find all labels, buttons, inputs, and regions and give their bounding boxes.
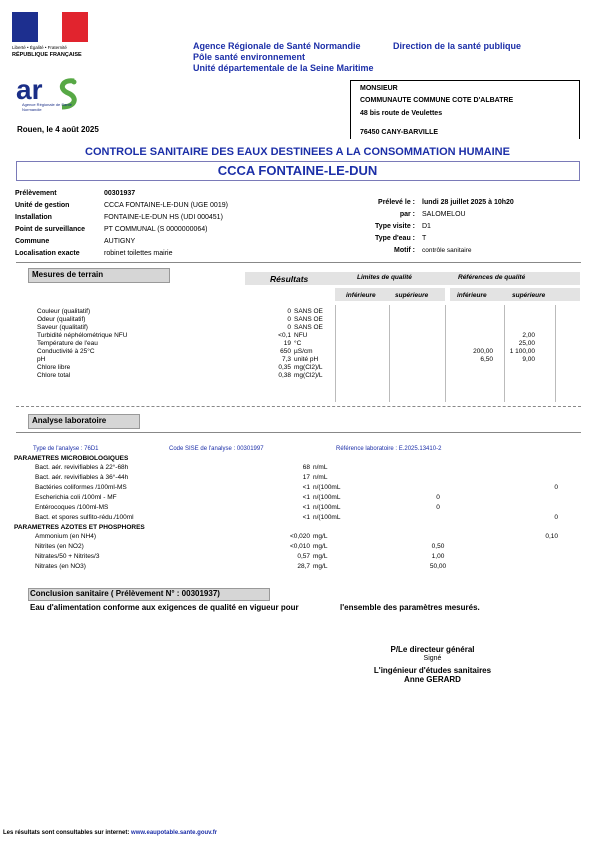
result-value: 68 — [302, 464, 310, 471]
limit-inf — [354, 483, 408, 493]
limit-sup — [389, 308, 443, 316]
labo-section-title: Analyse laboratoire — [32, 416, 107, 425]
result-value: 0 — [287, 316, 291, 323]
french-flag-logo — [12, 12, 88, 42]
result-unit: unité pH — [294, 356, 319, 363]
limit-inf — [335, 324, 389, 332]
info-label: Motif : — [394, 246, 415, 254]
parameter-name: Turbidité néphélométrique NFU — [37, 332, 128, 339]
limit-inf — [335, 308, 389, 316]
limit-sup — [389, 340, 443, 348]
terrain-section-title: Mesures de terrain — [32, 270, 104, 279]
info-label: Prélèvement — [15, 189, 57, 197]
table-row — [37, 324, 535, 332]
sup-label: supérieure — [512, 292, 546, 299]
info-label: Installation — [15, 213, 52, 221]
limit-inf — [335, 332, 389, 340]
table-row — [14, 503, 558, 513]
sup-label: supérieure — [395, 292, 429, 299]
ref-inf — [468, 542, 518, 552]
parameter-name: Bact. et spores sulfito-rédu./100ml — [35, 514, 134, 521]
result-value: <1 — [302, 484, 310, 491]
ref-inf — [468, 552, 518, 562]
limit-sup: 0 — [436, 504, 440, 511]
table-row — [14, 483, 558, 493]
limits-label: Limites de qualité — [357, 274, 412, 281]
ref-inf — [443, 364, 493, 372]
ref-inf — [468, 513, 518, 523]
inf-label: inférieure — [457, 292, 487, 299]
parameter-name: pH — [37, 356, 46, 363]
ref-sup — [493, 308, 535, 316]
parameter-name: Chlore libre — [37, 364, 71, 371]
info-left — [14, 187, 229, 259]
ref-labo: Référence laboratoire : E.2025.13410-2 — [336, 446, 442, 452]
table-row — [37, 356, 535, 364]
footer — [3, 830, 217, 836]
result-unit: n/(100mL — [313, 514, 341, 521]
table-row — [14, 552, 558, 562]
result-value: 17 — [302, 474, 310, 481]
svg-text:ar: ar — [16, 77, 43, 105]
ars-logo — [14, 77, 94, 117]
republic-motto: Liberté • Égalité • Fraternité — [12, 45, 67, 50]
header-direction: Direction de la santé publique — [393, 41, 522, 51]
ref-sup: 0 — [554, 514, 558, 521]
parameter-name: Entérocoques /100ml-MS — [35, 504, 109, 511]
limit-inf — [335, 348, 389, 356]
parameter-name: Température de l'eau — [37, 340, 98, 347]
info-right — [330, 196, 515, 256]
result-unit: mg/L — [313, 563, 328, 570]
ref-sup — [493, 324, 535, 332]
table-row — [14, 463, 558, 473]
result-value: <0,010 — [289, 543, 310, 550]
header-pole: Pôle santé environnement — [193, 52, 306, 62]
ref-sup — [518, 463, 558, 473]
signature-block — [340, 645, 525, 684]
info-label: Unité de gestion — [15, 201, 70, 209]
limit-inf — [354, 463, 408, 473]
date-place: Rouen, le 4 août 2025 — [17, 125, 99, 134]
info-value: robinet toilettes mairie — [104, 249, 173, 257]
republic-name: RÉPUBLIQUE FRANÇAISE — [12, 52, 82, 58]
limit-sup — [389, 316, 443, 324]
table-row — [14, 473, 558, 483]
result-unit: SANS OE — [294, 316, 323, 323]
ref-sup: 1 100,00 — [509, 348, 535, 355]
info-value: AUTIGNY — [104, 237, 136, 245]
recipient-line1: COMMUNAUTE COMMUNE COTE D'ALBATRE — [360, 97, 514, 104]
result-unit: n/(100mL — [313, 504, 341, 511]
parameter-name: Ammonium (en NH4) — [35, 533, 97, 540]
limit-sup — [408, 532, 468, 542]
parameter-name: Saveur (qualitatif) — [37, 324, 88, 331]
limit-inf — [354, 503, 408, 513]
result-value: 19 — [283, 340, 291, 347]
ref-sup: 25,00 — [518, 340, 535, 347]
recipient-line2: 48 bis route de Veulettes — [360, 110, 443, 117]
table-row — [14, 562, 558, 572]
info-label: Type visite : — [375, 222, 415, 230]
ref-sup — [493, 316, 535, 324]
info-value: T — [422, 234, 427, 242]
labo-table — [14, 454, 558, 572]
result-unit: n/(100mL — [313, 484, 341, 491]
ref-inf — [443, 332, 493, 340]
parameter-name: Nitrites (en NO2) — [35, 543, 84, 550]
result-value: 0,57 — [297, 553, 310, 560]
result-value: 28,7 — [297, 563, 310, 570]
limit-inf — [335, 316, 389, 324]
info-label: Point de surveillance — [15, 225, 86, 233]
result-unit: mg(Cl2)/L — [294, 364, 323, 371]
info-value: CCCA FONTAINE-LE-DUN (UGE 0019) — [104, 201, 228, 209]
ref-inf: 6,50 — [480, 356, 493, 363]
ref-inf — [468, 532, 518, 542]
table-row — [14, 532, 558, 542]
info-value: PT COMMUNAL (S 0000000064) — [104, 225, 208, 233]
ref-sup — [518, 552, 558, 562]
result-value: 7,3 — [281, 356, 291, 363]
ref-inf — [468, 463, 518, 473]
parameter-name: Couleur (qualitatif) — [37, 308, 91, 315]
ref-inf — [468, 493, 518, 503]
table-row — [37, 316, 535, 324]
info-label: Type d'eau : — [374, 234, 415, 242]
main-title: CONTROLE SANITAIRE DES EAUX DESTINEES A LA CONSOMMATION HUMAINE — [85, 146, 510, 158]
limit-inf — [354, 562, 408, 572]
limit-sup — [389, 324, 443, 332]
result-value: 0 — [287, 324, 291, 331]
ref-inf — [468, 562, 518, 572]
ref-sup — [518, 542, 558, 552]
ref-inf — [443, 340, 493, 348]
limit-sup — [389, 372, 443, 380]
limit-sup — [408, 473, 468, 483]
info-label: Commune — [15, 237, 50, 245]
group-row — [14, 454, 558, 463]
limit-sup — [389, 364, 443, 372]
ref-sup: 0 — [554, 484, 558, 491]
ref-inf — [443, 372, 493, 380]
ref-sup — [518, 473, 558, 483]
terrain-table — [37, 308, 535, 380]
result-unit: mg/L — [313, 553, 328, 560]
result-value: <0,020 — [289, 533, 310, 540]
info-value: SALOMELOU — [422, 210, 466, 218]
ref-inf — [443, 324, 493, 332]
ref-sup — [493, 372, 535, 380]
info-label: par : — [399, 210, 415, 218]
limit-inf — [335, 356, 389, 364]
header-agency: Agence Régionale de Santé Normandie — [193, 41, 361, 51]
limit-sup: 0,50 — [431, 543, 445, 550]
info-value: D1 — [422, 222, 431, 230]
info-label: Prélevé le : — [378, 198, 415, 206]
info-value: lundi 28 juillet 2025 à 10h20 — [422, 198, 514, 206]
result-unit: n/mL — [313, 464, 328, 471]
ref-sup: 9,00 — [522, 356, 535, 363]
ref-sup: 2,00 — [522, 332, 535, 339]
result-unit: °C — [294, 340, 302, 347]
result-value: <0,1 — [278, 332, 291, 339]
parameter-name: Bact. aér. revivifiables à 22°-68h — [35, 464, 129, 471]
limit-inf — [354, 542, 408, 552]
ref-sup — [518, 562, 558, 572]
ref-sup — [518, 503, 558, 513]
limit-inf — [354, 552, 408, 562]
result-value: 0,38 — [278, 372, 291, 379]
ref-inf — [468, 473, 518, 483]
parameter-name: Odeur (qualitatif) — [37, 316, 86, 323]
ref-inf — [443, 308, 493, 316]
inf-label: inférieure — [346, 292, 376, 299]
result-unit: NFU — [294, 332, 308, 339]
result-unit: SANS OE — [294, 308, 323, 315]
ref-sup — [518, 493, 558, 503]
limit-sup — [408, 513, 468, 523]
limit-inf — [354, 493, 408, 503]
result-unit: n/mL — [313, 474, 328, 481]
table-row — [14, 513, 558, 523]
signature-line3: L'ingénieur d'études sanitaires — [373, 666, 492, 675]
table-row — [37, 308, 535, 316]
ref-sup — [493, 364, 535, 372]
signature-line1: P/Le directeur général — [390, 645, 475, 654]
result-unit: SANS OE — [294, 324, 323, 331]
group-title: PARAMETRES MICROBIOLOGIQUES — [14, 454, 129, 462]
limit-sup: 1,00 — [431, 553, 445, 560]
table-row — [37, 372, 535, 380]
code-sise: Code SISE de l'analyse : 00301997 — [169, 446, 264, 452]
limit-sup — [408, 463, 468, 473]
table-row — [37, 348, 535, 356]
conclusion-title: Conclusion sanitaire ( Prélèvement N° : 00301937) — [30, 589, 220, 598]
table-row — [37, 340, 535, 348]
group-row — [14, 523, 558, 532]
parameter-name: Chlore total — [37, 372, 71, 379]
limit-inf — [335, 372, 389, 380]
table-row — [14, 493, 558, 503]
result-unit: mg/L — [313, 533, 328, 540]
result-unit: mg(Cl2)/L — [294, 372, 323, 379]
ars-logo-subtitle: Agence Régionale de Santé Normandie — [22, 102, 72, 112]
limit-inf — [335, 340, 389, 348]
refs-label: Références de qualité — [458, 274, 526, 281]
limit-sup: 50,00 — [429, 563, 447, 570]
info-value: FONTAINE-LE-DUN HS (UDI 000451) — [104, 213, 223, 221]
site-title: CCCA FONTAINE-LE-DUN — [217, 163, 378, 178]
result-value: <1 — [302, 494, 310, 501]
limit-sup: 0 — [436, 494, 440, 501]
parameter-name: Nitrates/50 + Nitrites/3 — [35, 553, 100, 560]
limit-inf — [335, 364, 389, 372]
limit-inf — [354, 513, 408, 523]
footer-text: Les résultats sont consultables sur internet: — [3, 830, 132, 836]
signature-line2: Signé — [423, 655, 442, 662]
result-unit: µS/cm — [294, 348, 313, 355]
type-analyse: Type de l'analyse : 76D1 — [33, 446, 99, 452]
table-row — [37, 332, 535, 340]
limit-inf — [354, 473, 408, 483]
header-unit: Unité départementale de la Seine Maritime — [193, 63, 374, 73]
limit-sup — [389, 348, 443, 356]
footer-link[interactable]: www.eaupotable.sante.gouv.fr — [131, 830, 218, 836]
ref-sup: 0,10 — [545, 533, 558, 540]
result-unit: n/(100mL — [313, 494, 341, 501]
ref-inf — [443, 316, 493, 324]
result-unit: mg/L — [313, 543, 328, 550]
group-title: PARAMETRES AZOTES ET PHOSPHORES — [14, 523, 145, 531]
result-value: <1 — [302, 504, 310, 511]
results-label: Résultats — [270, 274, 309, 284]
result-value: 650 — [280, 348, 291, 355]
limit-sup — [408, 483, 468, 493]
table-row — [14, 542, 558, 552]
limit-inf — [354, 532, 408, 542]
parameter-name: Bact. aér. revivifiables à 36°-44h — [35, 474, 129, 481]
ref-inf — [468, 483, 518, 493]
info-value: 00301937 — [104, 189, 136, 197]
ref-inf: 200,00 — [473, 348, 493, 355]
parameter-name: Nitrates (en NO3) — [35, 563, 86, 570]
conclusion-text-1: Eau d'alimentation conforme aux exigences de qualité en vigueur pour — [30, 603, 299, 612]
table-row — [37, 364, 535, 372]
parameter-name: Bactéries coliformes /100ml-MS — [35, 484, 127, 491]
info-label: Localisation exacte — [15, 249, 80, 257]
recipient-title: MONSIEUR — [360, 85, 398, 92]
signature-line4: Anne GERARD — [404, 675, 461, 684]
ref-inf — [468, 503, 518, 513]
parameter-name: Conductivité à 25°C — [37, 348, 95, 355]
conclusion-text-2: l'ensemble des paramètres mesurés. — [340, 603, 480, 612]
info-value: contrôle sanitaire — [422, 246, 472, 254]
result-value: 0,35 — [278, 364, 291, 371]
parameter-name: Escherichia coli /100ml - MF — [35, 494, 117, 501]
result-value: <1 — [302, 514, 310, 521]
recipient-line3: 76450 CANY-BARVILLE — [360, 129, 439, 136]
result-value: 0 — [287, 308, 291, 315]
limit-sup — [389, 356, 443, 364]
limit-sup — [389, 332, 443, 340]
